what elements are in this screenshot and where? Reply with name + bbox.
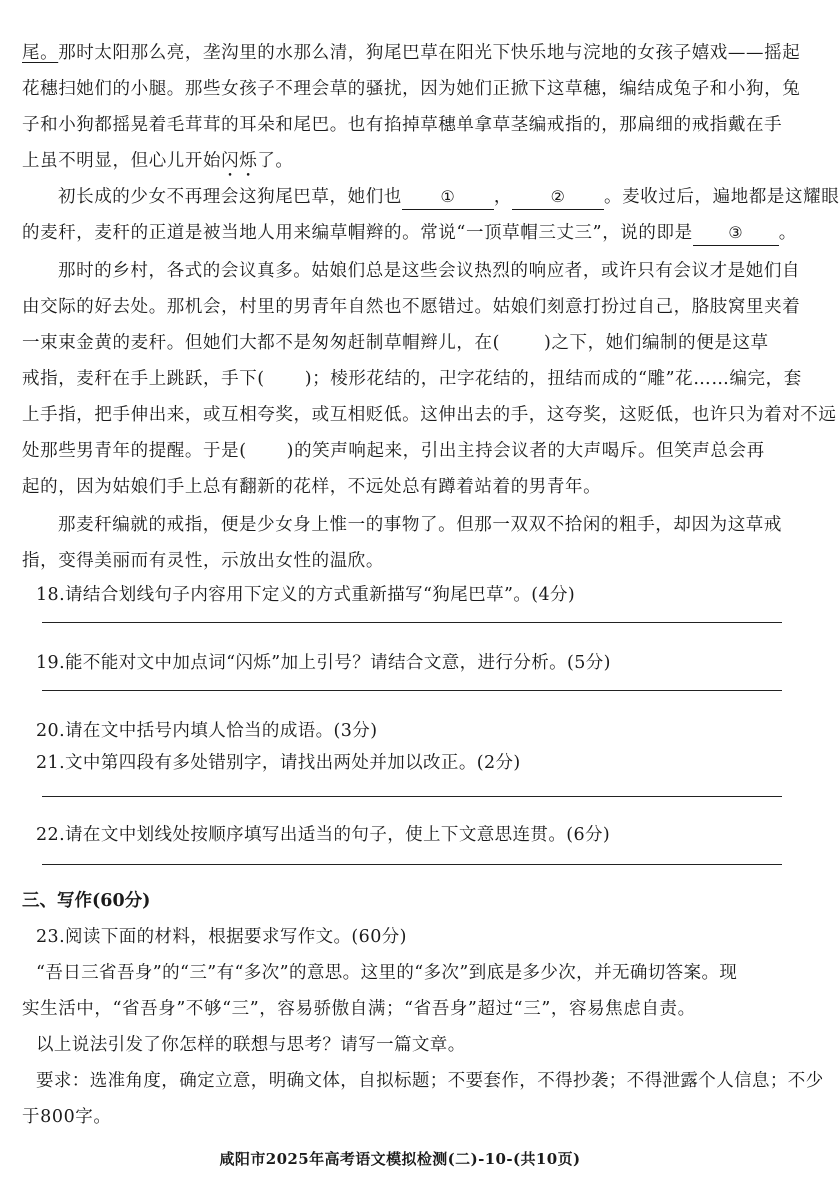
passage-line: 上虽不明显，但心儿开始闪烁了。	[22, 151, 294, 171]
passage-line: 花穗扫她们的小腿。那些女孩子不理会草的骚扰，因为她们正掀下这草穗，编结成兔子和小狗，兔	[22, 79, 801, 99]
passage-line: 那时的乡村，各式的会议真多。姑娘们总是这些会议热烈的响应者，或许只有会议才是她们自	[58, 261, 801, 281]
passage-line: 子和小狗都摇晃着毛茸茸的耳朵和尾巴。也有掐掉草穗单拿草茎编戒指的，那扁细的戒指戴在手	[22, 115, 783, 135]
underlined-sentence: 尾。	[22, 43, 59, 63]
question-20: 20.请在文中括号内填人恰当的成语。(3分)	[36, 721, 378, 741]
answer-line[interactable]	[42, 690, 782, 691]
requirement-line: 要求：选准角度，确定立意，明确文体，自拟标题；不要套作，不得抄袭；不得泄露个人信息；不少	[36, 1071, 824, 1091]
answer-line[interactable]	[42, 622, 782, 623]
passage-line: 戒指，麦秆在手上跳跃，手下( )；棱形花结的，卍字花结的，扭结而成的“雕”花……编完，套	[22, 369, 802, 389]
question-22: 22.请在文中划线处按顺序填写出适当的句子，使上下文意思连贯。(6分)	[36, 825, 611, 845]
material-line: “吾日三省吾身”的“三”有“多次”的意思。这里的“多次”到底是多少次，并无确切答案。现	[36, 963, 738, 983]
section-title-writing: 三、写作(60分)	[22, 891, 151, 911]
answer-line[interactable]	[42, 796, 782, 797]
passage-line: 的麦秆，麦秆的正道是被当地人用来编草帽辫的。常说“一顶草帽三丈三”，说的即是 ③ 。	[22, 218, 797, 248]
answer-line[interactable]	[42, 864, 782, 865]
passage-line: 那麦秆编就的戒指，便是少女身上惟一的事物了。但那一双双不拾闲的粗手，却因为这草戒	[58, 515, 782, 535]
passage-line: 一束束金黄的麦秆。但她们大都不是匆匆赶制草帽辫儿，在( )之下，她们编制的便是这草	[22, 333, 769, 353]
passage-line: 上手指，把手伸出来，或互相夸奖，或互相贬低。这伸出去的手，这夸奖，这贬低，也许只为着对不远	[22, 405, 837, 425]
passage-line: 初长成的少女不再理会这狗尾巴草，她们也 ① ， ② 。麦收过后，遍地都是这耀眼	[22, 182, 839, 212]
fill-blank: ②	[512, 185, 604, 210]
fill-blank: ①	[402, 185, 494, 210]
question-19: 19.能不能对文中加点词“闪烁”加上引号？请结合文意，进行分析。(5分)	[36, 653, 611, 673]
question-21: 21.文中第四段有多处错别字，请找出两处并加以改正。(2分)	[36, 753, 521, 773]
passage-line: 指，变得美丽而有灵性，示放出女性的温欣。	[22, 551, 384, 571]
question-18: 18.请结合划线句子内容用下定义的方式重新描写“狗尾巴草”。(4分)	[36, 585, 576, 605]
passage-line: 处那些男青年的提醒。于是( )的笑声响起来，引出主持会议者的大声喝斥。但笑声总会再	[22, 441, 765, 461]
question-23: 23.阅读下面的材料，根据要求写作文。(60分)	[36, 927, 407, 947]
passage-line: 由交际的好去处。那机会，村里的男青年自然也不愿错过。姑娘们刻意打扮过自己，胳肢窝里夹着	[22, 297, 801, 317]
requirement-line: 于800字。	[22, 1107, 112, 1127]
fill-blank: ③	[693, 221, 779, 246]
material-line: 实生活中，“省吾身”不够“三”，容易骄傲自满；“省吾身”超过“三”，容易焦虑自责。	[22, 999, 696, 1019]
dotted-word: 闪烁	[221, 151, 258, 171]
passage-line: 尾。那时太阳那么亮，垄沟里的水那么清，狗尾巴草在阳光下快乐地与浣地的女孩子嬉戏——摇起	[22, 43, 801, 63]
passage-line: 起的，因为姑娘们手上总有翻新的花样，不远处总有蹲着站着的男青年。	[22, 477, 602, 497]
material-line: 以上说法引发了你怎样的联想与思考？请写一篇文章。	[36, 1035, 466, 1055]
page-footer: 咸阳市2025年高考语文模拟检测(二)-10-(共10页)	[219, 1150, 581, 1168]
